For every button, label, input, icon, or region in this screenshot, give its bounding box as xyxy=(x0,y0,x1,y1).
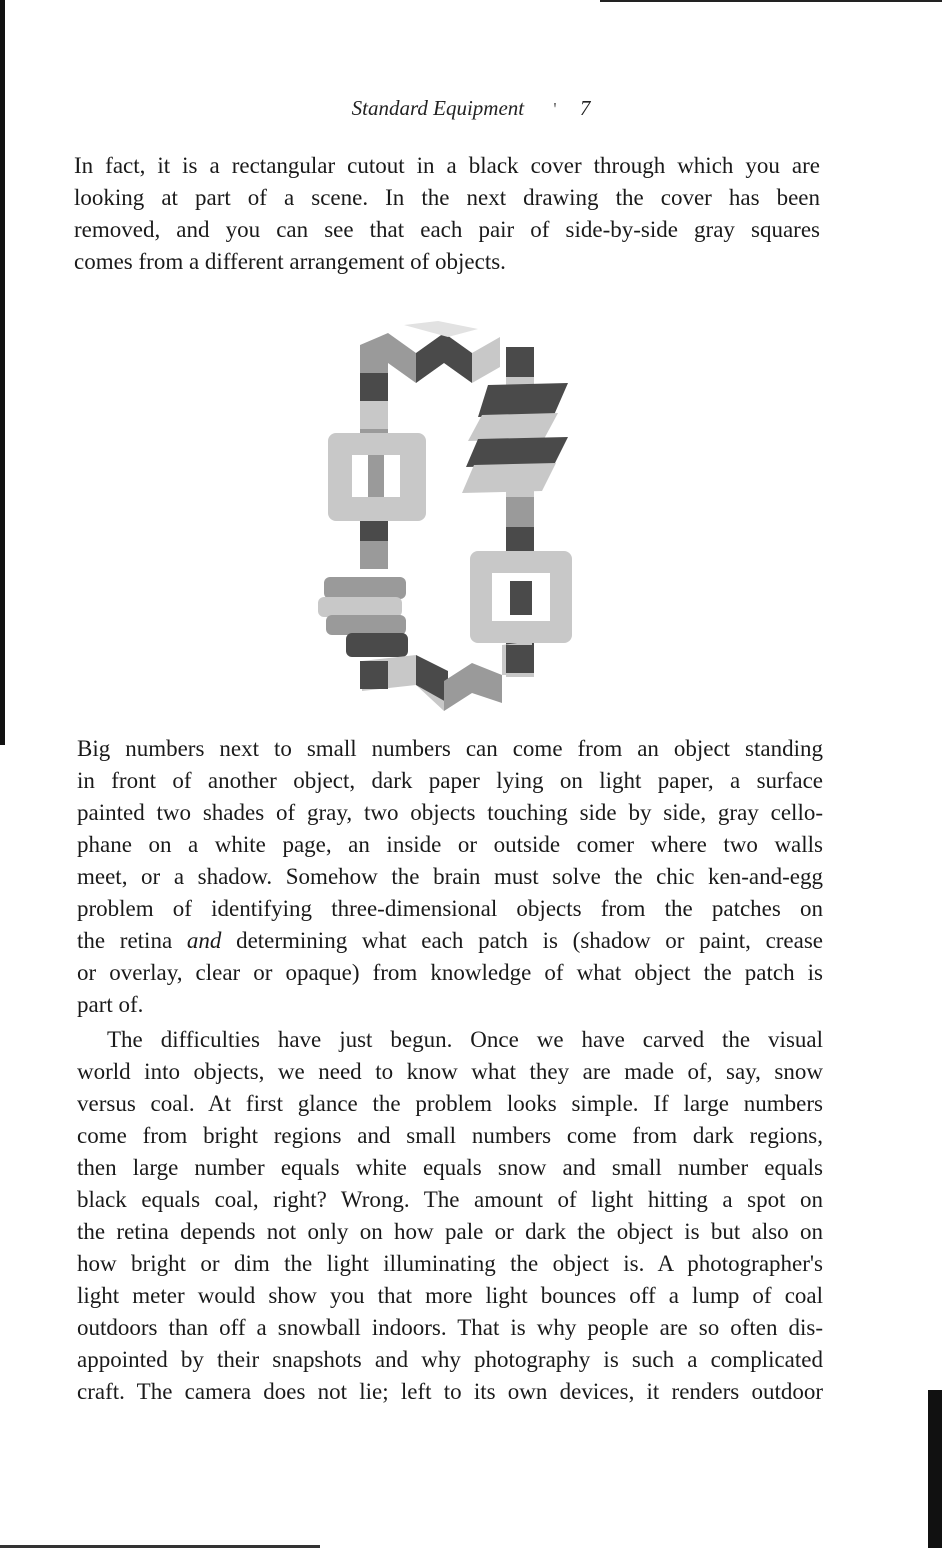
text-fragment: determining what each patch is (shadow or paint, crease xyxy=(236,928,824,953)
text-line: comes from a different arrangement of objects. xyxy=(74,249,506,274)
text-line: Big numbers next to small numbers can come from an object standing xyxy=(77,736,823,761)
text-line: black equals coal, right? Wrong. The amount of light hitting a spot on xyxy=(77,1187,823,1212)
figure-book xyxy=(324,577,406,599)
figure-square xyxy=(360,401,388,429)
text-line: removed, and you can see that each pair of side-by-side gray squares xyxy=(74,217,820,242)
figure-square xyxy=(360,345,388,373)
text-line: In fact, it is a rectangular cutout in a black cover through which you are xyxy=(74,153,820,178)
text-line: The difficulties have just begun. Once we have carved the visual xyxy=(107,1027,823,1052)
header-separator: ' xyxy=(553,99,557,119)
text-line: painted two shades of gray, two objects touching side by side, gray cello- xyxy=(77,800,823,825)
figure-square xyxy=(506,347,534,377)
figure-book xyxy=(318,597,402,617)
page-number: 7 xyxy=(579,96,591,120)
figure-square xyxy=(360,541,388,569)
figure-slab xyxy=(466,437,568,467)
figure-frame-left-bar xyxy=(368,455,384,497)
figure-zigzag-top xyxy=(416,333,472,383)
running-head xyxy=(0,96,942,121)
figure-book xyxy=(346,633,408,657)
text-line: craft. The camera does not lie; left to its own devices, it renders outdoor xyxy=(77,1379,823,1404)
text-line: in front of another object, dark paper lying on light paper, a surface xyxy=(77,768,823,793)
text-line: light meter would show you that more light bounces off a lump of coal xyxy=(77,1283,823,1308)
figure-square xyxy=(506,645,534,673)
text-line: or overlay, clear or opaque) from knowledge of what object the patch is xyxy=(77,960,823,985)
text-line: phane on a white page, an inside or outside comer where two walls xyxy=(77,832,823,857)
text-line: appointed by their snapshots and why photography is such a complicated xyxy=(77,1347,823,1372)
text-line: then large number equals white equals snow and small number equals xyxy=(77,1155,823,1180)
figure-glare xyxy=(404,321,478,337)
text-line: world into objects, we need to know what they are made of, say, snow xyxy=(77,1059,823,1084)
text-line: come from bright regions and small numbers come from dark regions, xyxy=(77,1123,823,1148)
figure-book xyxy=(326,615,406,635)
objects-figure xyxy=(318,315,574,713)
text-line xyxy=(77,925,823,957)
paragraph-3 xyxy=(77,1024,823,1408)
text-line: how bright or dim the light illuminating the object is. A photographer's xyxy=(77,1251,823,1276)
figure-zigzag-bottom xyxy=(444,663,502,711)
text-line: looking at part of a scene. In the next drawing the cover has been xyxy=(74,185,820,210)
page-edge-right xyxy=(928,1390,942,1548)
text-line: versus coal. At first glance the problem looks simple. If large numbers xyxy=(77,1091,823,1116)
text-line: part of. xyxy=(77,992,144,1017)
figure-slab xyxy=(468,413,558,441)
page-edge-top xyxy=(600,0,942,2)
text-line: outdoors than off a snowball indoors. That is why people are so often dis- xyxy=(77,1315,823,1340)
text-line: problem of identifying three-dimensional objects from the patches on xyxy=(77,896,823,921)
text-fragment: the retina xyxy=(77,928,187,953)
figure-square xyxy=(360,661,388,689)
figure-slab xyxy=(462,463,556,493)
emphasis-and: and xyxy=(186,928,222,953)
figure-square xyxy=(506,497,534,527)
paragraph-2 xyxy=(77,733,823,1021)
figure-slab xyxy=(478,383,568,417)
figure-frame-right-bar xyxy=(510,581,532,615)
text-line: meet, or a shadow. Somehow the brain must solve the chic ken-and-egg xyxy=(77,864,823,889)
paragraph-1 xyxy=(74,150,820,278)
figure-zigzag-top xyxy=(472,337,500,383)
running-title: Standard Equipment xyxy=(351,96,525,120)
text-line: the retina depends not only on how pale or dark the object is but also on xyxy=(77,1219,823,1244)
figure-square xyxy=(360,373,388,401)
